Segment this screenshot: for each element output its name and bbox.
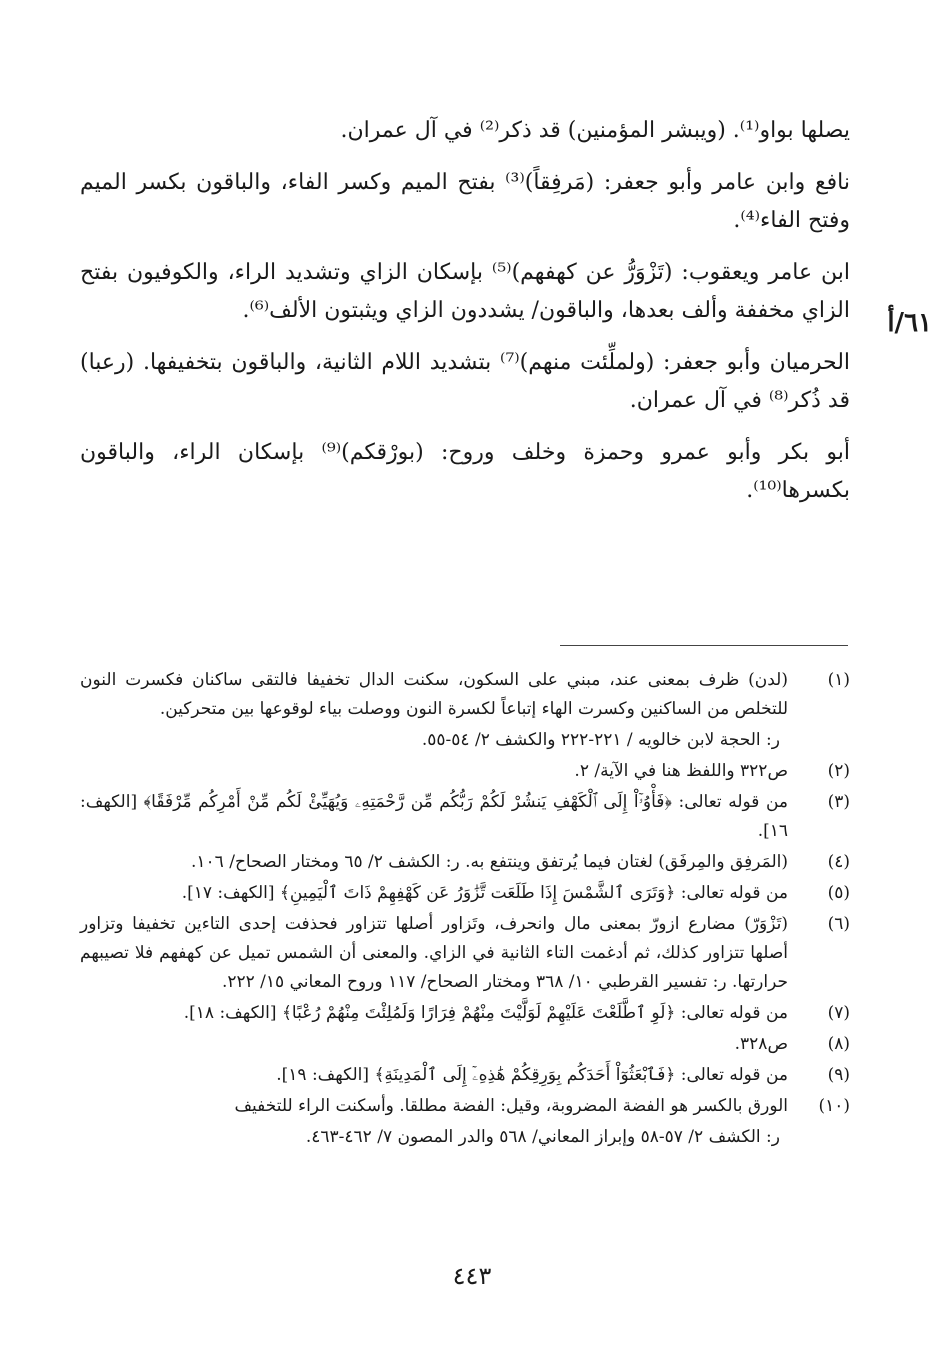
footnote-text: الورق بالكسر هو الفضة المضروبة، وقيل: الفضة مطلقا. وأسكنت الراء للتخفيف — [234, 1096, 788, 1116]
paragraph-3: ابن عامر ويعقوب: (تَزْوَرُّ عن كهفهم)⁽⁵⁾ بإسكان الزاي وتشديد الراء، والكوفيون بفتح الزاي مخففة وألف بعدها، والباقون/ يشددون الزاي ويثبتون الألف⁽⁶⁾. — [80, 260, 850, 323]
footnote-6 — [80, 910, 850, 997]
paragraph-1: يصلها بواو⁽¹⁾. (ويبشر المؤمنين) قد ذكر⁽²⁾ في آل عمران. — [340, 118, 850, 143]
footnote-number: (٦) — [827, 914, 850, 934]
page-number: ٤٤٣ — [452, 1262, 492, 1290]
footnote-number: (٩) — [827, 1065, 850, 1085]
footnote-10 — [80, 1092, 850, 1121]
footnote-5 — [80, 879, 850, 908]
footnote-number: (١٠) — [818, 1096, 850, 1116]
footnote-text: (المَرفِق والمِرفَق) لغتان فيما يُرتفق وينتفع به. ر: الكشف ٢/ ٦٥ ومختار الصحاح/ ١٠٦. — [191, 852, 788, 872]
footnote-text: ص٣٢٨. — [734, 1034, 788, 1054]
footnote-1 — [80, 666, 850, 724]
footnote-text: (تَزْوَرّ) مضارع ازورّ بمعنى مال وانحرف، وتَزاور أصلها تتزاور فحذفت إحدى التاءين تخفيفا وتزاور أصلها تتزاور كذلك، ثم أدغمت التاء الثانية في الزاي. والمعنى أن الشمس تميل عن كهفهم فلا تصيبهم حرارتها. ر: تفسير القرطبي ١٠/ ٣٦٨ ومختار الصحاح/ ١١٧ وروح المعاني ١٥/ ٢٢٢. — [80, 914, 788, 992]
footnote-text: من قوله تعالى: ﴿وَتَرَى ٱلشَّمْسَ إِذَا طَلَعَت تَّزَٰوَرُ عَن كَهْفِهِمْ ذَاتَ ٱلْيَمِينِ﴾ [الكهف: ١٧]. — [181, 883, 788, 903]
footnote-text: من قوله تعالى: ﴿فَأْوُۥٓاْ إِلَى ٱلْكَهْفِ يَنشُرْ لَكُمْ رَبُّكُم مِّن رَّحْمَتِهِۦ وَيُهَيِّئْ لَكُم مِّنْ أَمْرِكُم مِّرْفَقًا﴾ [الكهف: ١٦]. — [80, 792, 788, 841]
footnote-text: ر: الكشف ٢/ ٥٧-٥٨ وإبراز المعاني/ ٥٦٨ والدر المصون ٧/ ٤٦٢-٤٦٣. — [305, 1127, 780, 1147]
footnote-text: ر: الحجة لابن خالويه / ٢٢١-٢٢٢ والكشف ٢/ ٥٤-٥٥. — [421, 730, 780, 750]
footnote-7 — [80, 999, 850, 1028]
footnote-number: (١) — [827, 670, 850, 690]
footnote-3 — [80, 788, 850, 846]
manuscript-folio-marker: ٦١/أ — [887, 308, 932, 338]
footnote-text: ص٣٢٢ واللفظ هنا في الآية/ ٢. — [574, 761, 788, 781]
footnote-number: (٧) — [827, 1003, 850, 1023]
footnote-8 — [80, 1030, 850, 1059]
footnote-text: من قوله تعالى: ﴿فَٱبْعَثُوٓاْ أَحَدَكُم بِوَرِقِكُمْ هَٰذِهِۦٓ إِلَى ٱلْمَدِينَةِ﴾ [الكهف: ١٩]. — [276, 1065, 788, 1085]
paragraph-2: نافع وابن عامر وأبو جعفر: (مَرفِقاً)⁽³⁾ بفتح الميم وكسر الفاء، والباقون بكسر الميم وفتح الفاء⁽⁴⁾. — [80, 170, 851, 233]
footnote-separator — [560, 645, 848, 646]
footnote-number: (٥) — [827, 883, 850, 903]
paragraph-5: أبو بكر وأبو عمرو وحمزة وخلف وروح: (بورْقكم)⁽⁹⁾ بإسكان الراء، والباقون بكسرها⁽¹⁰⁾. — [80, 440, 850, 503]
footnote-1-reference — [80, 726, 850, 755]
footnote-10-reference — [80, 1123, 850, 1152]
footnote-number: (٨) — [827, 1034, 850, 1054]
footnote-text: من قوله تعالى: ﴿لَوِ ٱطَّلَعْتَ عَلَيْهِمْ لَوَلَّيْتَ مِنْهُمْ فِرَارًا وَلَمُلِئْتَ مِنْهُمْ رُعْبًا﴾ [الكهف: ١٨]. — [183, 1003, 788, 1023]
footnote-9 — [80, 1061, 850, 1090]
footnote-4 — [80, 848, 850, 877]
main-text — [80, 112, 850, 524]
footnote-number: (٢) — [827, 761, 850, 781]
paragraph-4: الحرميان وأبو جعفر: (ولملِّئت منهم)⁽⁷⁾ بتشديد اللام الثانية، والباقون بتخفيفها. (رعبا) قد ذُكر⁽⁸⁾ في آل عمران. — [80, 350, 851, 413]
footnote-text: (لدن) ظرف بمعنى عند، مبني على السكون، سكنت الدال تخفيفا فالتقى ساكنان فكسرت النون للتخلص من الساكنين وكسرت الهاء إتباعاً لكسرة النون ووصلت بياء لوقوعها بين متحركين. — [80, 670, 788, 719]
footnote-2 — [80, 757, 850, 786]
footnote-number: (٣) — [827, 792, 850, 812]
footnote-number: (٤) — [827, 852, 850, 872]
footnotes — [80, 666, 850, 1154]
